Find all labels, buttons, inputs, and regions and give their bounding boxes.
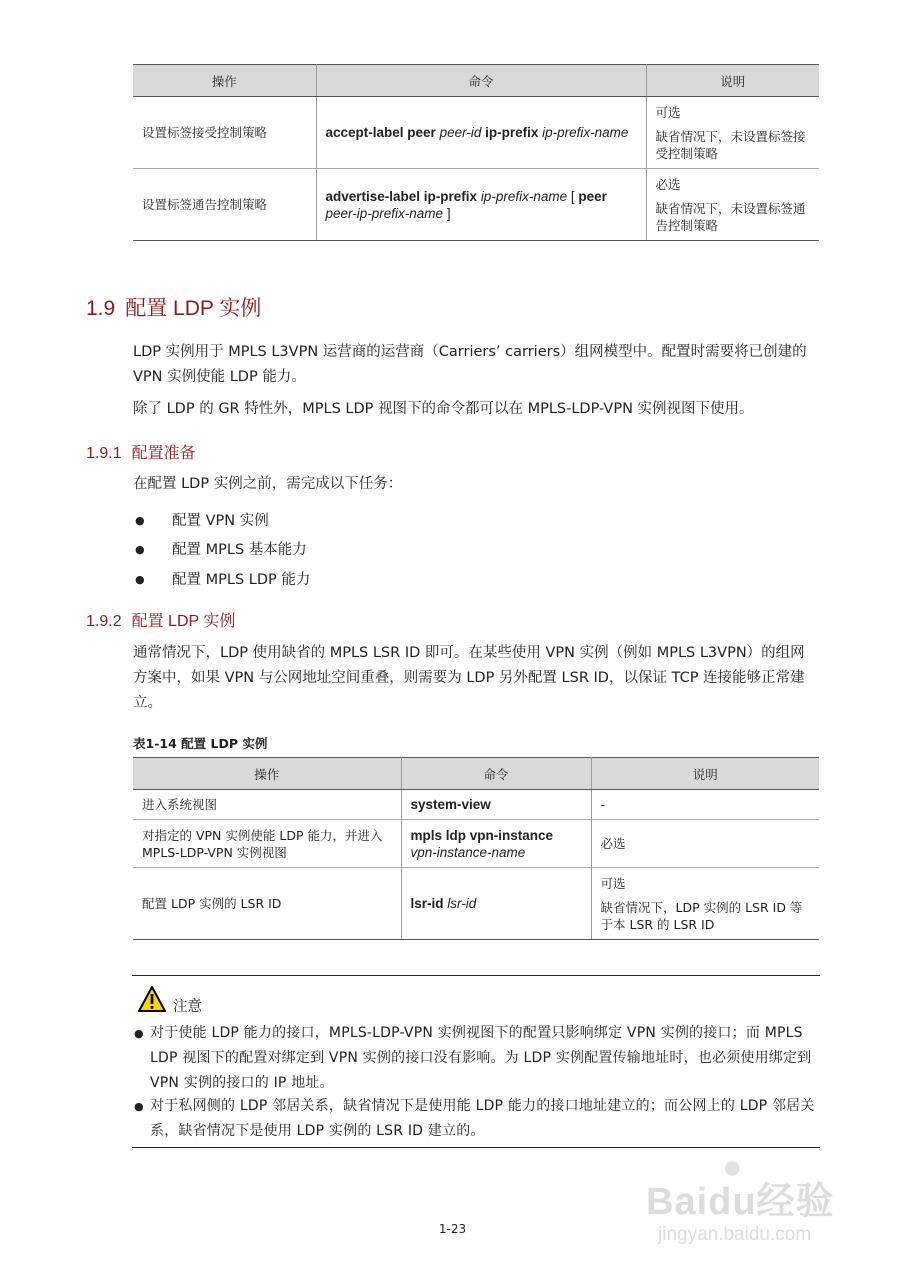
description-cell bbox=[591, 790, 819, 820]
note-item-text: 对于私网侧的 LDP 邻居关系，缺省情况下是使用能 LDP 能力的接口地址建立的；而公网上的 LDP 邻居关系，缺省情况下是使用 LDP 实例的 LSR ID 建立的。 bbox=[150, 1098, 815, 1139]
table-caption: 表1-14 配置 LDP 实例 bbox=[133, 736, 268, 751]
description-cell bbox=[646, 97, 819, 169]
operation-cell: 配置 LDP 实例的 LSR ID bbox=[133, 868, 401, 940]
operation-cell: 对指定的 VPN 实例使能 LDP 能力，并进入 MPLS-LDP-VPN 实例视图 bbox=[133, 820, 401, 868]
command-keyword: [ bbox=[567, 188, 579, 204]
section-title: 配置 LDP 实例 bbox=[125, 297, 262, 320]
table-row bbox=[133, 169, 819, 241]
command-cell bbox=[401, 820, 591, 868]
command-argument: peer-ip-prefix-name bbox=[325, 205, 444, 221]
bullet-icon: ● bbox=[135, 514, 145, 527]
command-keyword: peer bbox=[578, 188, 607, 204]
subsection-title: 配置准备 bbox=[131, 445, 196, 462]
subsection-number: 1.9.1 bbox=[86, 445, 122, 462]
warning-icon bbox=[137, 985, 167, 1013]
list-item bbox=[135, 511, 635, 531]
header-command: 命令 bbox=[316, 65, 646, 97]
command-argument: vpn-instance-name bbox=[410, 844, 526, 860]
bullet-icon: ● bbox=[134, 1027, 144, 1040]
subsection-heading-1 bbox=[86, 440, 196, 463]
page-number: 1-23 bbox=[438, 1222, 467, 1236]
command-keyword: ip-prefix bbox=[481, 125, 543, 140]
description-line: - bbox=[600, 797, 606, 812]
watermark-logo-text: Baidu经验 bbox=[646, 1181, 835, 1223]
section-heading bbox=[86, 292, 261, 322]
description-cell bbox=[646, 169, 819, 241]
list-item bbox=[134, 1094, 820, 1144]
command-keyword: system-view bbox=[410, 797, 491, 812]
operation-cell: 设置标签通告控制策略 bbox=[133, 169, 316, 241]
description-detail: 缺省情况下，未设置标签接受控制策略 bbox=[655, 128, 806, 161]
list-item-text: 配置 VPN 实例 bbox=[172, 513, 269, 529]
command-argument: ip-prefix-name bbox=[542, 125, 629, 140]
description-cell bbox=[591, 820, 819, 868]
list-item bbox=[135, 540, 635, 560]
prep-intro: 在配置 LDP 实例之前，需完成以下任务： bbox=[133, 476, 403, 492]
description-detail: 缺省情况下，未设置标签通告控制策略 bbox=[655, 200, 806, 233]
command-keyword: ] bbox=[443, 205, 451, 221]
table-row bbox=[133, 97, 819, 169]
description-line: 必选 bbox=[655, 176, 681, 192]
command-cell bbox=[316, 169, 646, 241]
subsection-number: 1.9.2 bbox=[86, 613, 122, 630]
note-bottom-rule bbox=[132, 1147, 820, 1148]
command-argument: peer-id bbox=[439, 125, 482, 140]
command-keyword: mpls ldp vpn-instance bbox=[410, 827, 554, 843]
header-operation: 操作 bbox=[133, 65, 316, 97]
table-row bbox=[133, 820, 819, 868]
list-item bbox=[135, 570, 635, 590]
bullet-icon: ● bbox=[135, 573, 145, 586]
command-keyword: advertise-label ip-prefix bbox=[325, 188, 481, 204]
subsection-heading-2 bbox=[86, 608, 235, 631]
note-top-rule bbox=[132, 975, 820, 976]
lsr-paragraph: 通常情况下，LDP 使用缺省的 MPLS LSR ID 即可。在某些使用 VPN 实例（例如 MPLS L3VPN）的组网方案中，如果 VPN 与公网地址空间重叠，则需要为 LDP 另外配置 LSR ID，以保证 TCP 连接能够正常建立。 bbox=[133, 645, 805, 711]
note-title: 注意 bbox=[173, 999, 202, 1015]
note-item-text: 对于使能 LDP 能力的接口，MPLS-LDP-VPN 实例视图下的配置只影响绑定 VPN 实例的接口；而 MPLS LDP 视图下的配置对绑定到 VPN 实例的接口没有影响。为 LDP 实例配置传输地址时，也必须使用绑定到 VPN 实例的接口的 IP 地址。 bbox=[150, 1025, 812, 1091]
operation-cell: 设置标签接受控制策略 bbox=[133, 97, 316, 169]
bullet-icon: ● bbox=[135, 543, 145, 556]
top-command-table bbox=[133, 64, 819, 241]
command-cell bbox=[401, 790, 591, 820]
header-description: 说明 bbox=[591, 758, 819, 790]
section-paragraph-2: 除了 LDP 的 GR 特性外，MPLS LDP 视图下的命令都可以在 MPLS-LDP-VPN 实例视图下使用。 bbox=[133, 401, 754, 417]
list-item bbox=[134, 1021, 820, 1096]
description-cell bbox=[591, 868, 819, 940]
list-item-text: 配置 MPLS LDP 能力 bbox=[172, 572, 311, 588]
command-cell bbox=[316, 97, 646, 169]
table-row bbox=[133, 868, 819, 940]
list-item-text: 配置 MPLS 基本能力 bbox=[172, 542, 307, 558]
watermark-url: jingyan.baidu.com bbox=[658, 1224, 812, 1245]
bullet-icon: ● bbox=[134, 1100, 144, 1113]
description-line: 可选 bbox=[600, 875, 626, 891]
watermark-logo bbox=[640, 1148, 860, 1223]
command-keyword: accept-label peer bbox=[325, 125, 440, 140]
table-header-row bbox=[133, 758, 819, 790]
command-cell bbox=[401, 868, 591, 940]
table-header-row bbox=[133, 65, 819, 97]
command-argument: ip-prefix-name bbox=[480, 188, 568, 204]
description-line: 可选 bbox=[655, 104, 681, 120]
command-argument: lsr-id bbox=[447, 896, 477, 911]
description-detail: 缺省情况下，LDP 实例的 LSR ID 等于本 LSR 的 LSR ID bbox=[600, 899, 803, 932]
command-keyword: lsr-id bbox=[410, 896, 448, 911]
section-paragraph-1: LDP 实例用于 MPLS L3VPN 运营商的运营商（Carriers’ carriers）组网模型中。配置时需要将已创建的 VPN 实例使能 LDP 能力。 bbox=[133, 344, 807, 385]
operation-cell: 进入系统视图 bbox=[133, 790, 401, 820]
subsection-title: 配置 LDP 实例 bbox=[131, 613, 236, 630]
paw-icon: ● bbox=[722, 1148, 743, 1186]
section-number: 1.9 bbox=[86, 297, 116, 320]
description-line: 必选 bbox=[600, 836, 626, 851]
header-operation: 操作 bbox=[133, 758, 401, 790]
ldp-instance-table bbox=[133, 757, 819, 940]
header-command: 命令 bbox=[401, 758, 591, 790]
header-description: 说明 bbox=[646, 65, 819, 97]
table-row bbox=[133, 790, 819, 820]
